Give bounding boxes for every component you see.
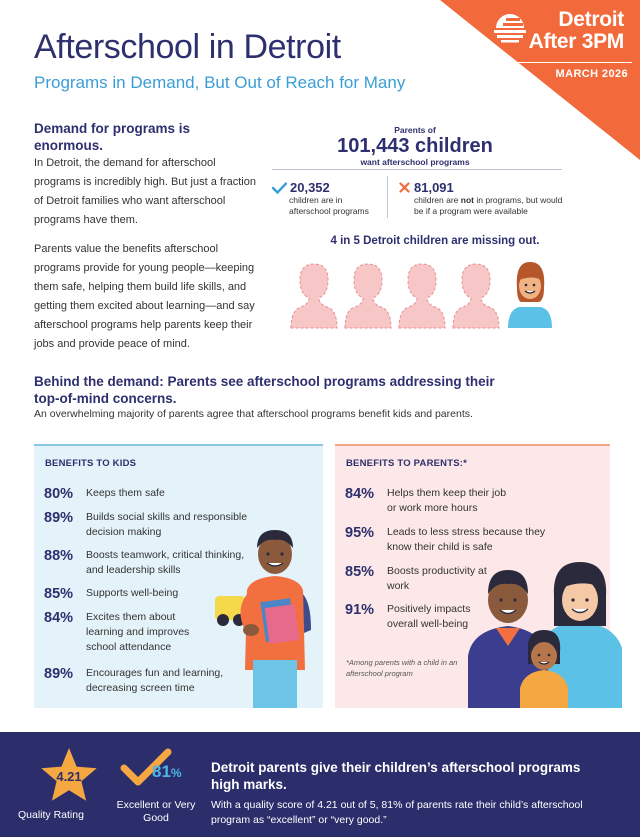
not-in-desc-part-a: children are bbox=[414, 195, 461, 205]
excellent-percent-number: 81 bbox=[152, 762, 171, 781]
demand-paragraph-2: Parents value the benefits afterschool programs provide for young people—keeping them safe, helping them build life skills, and getting them excited about learning—and say afterschool programs help parents keep their jobs and provide peace of mind. bbox=[34, 243, 255, 350]
benefit-text: Boosts productivity at work bbox=[387, 565, 487, 592]
boy-with-books-illustration bbox=[205, 520, 325, 708]
page-subtitle: Programs in Demand, But Out of Reach for Many bbox=[34, 73, 406, 92]
not-in-programs-value: 81,091 bbox=[414, 180, 454, 195]
stat-divider-line bbox=[272, 169, 562, 170]
demand-stat-header bbox=[290, 125, 540, 167]
parents-footnote: *Among parents with a child in an afterschool program bbox=[346, 658, 458, 678]
benefit-percent: 84% bbox=[345, 486, 375, 502]
benefit-percent: 85% bbox=[345, 564, 375, 580]
x-mark-icon bbox=[399, 182, 410, 193]
benefit-percent: 80% bbox=[44, 486, 74, 502]
missing-child-silhouette bbox=[291, 264, 337, 328]
brand-name-line2: After 3PM bbox=[528, 30, 624, 53]
sun-logo-icon bbox=[492, 8, 528, 44]
benefit-percent: 89% bbox=[44, 666, 74, 682]
not-in-desc-part-c: in programs, but would be if a program were available bbox=[414, 195, 563, 216]
brand-divider bbox=[492, 62, 632, 63]
not-in-desc-emphasis: not bbox=[460, 195, 474, 205]
benefit-text: Keeps them safe bbox=[86, 487, 165, 499]
kids-benefit-row bbox=[44, 486, 256, 502]
missing-child-silhouette bbox=[453, 264, 499, 328]
benefit-text: Supports well-being bbox=[86, 587, 179, 599]
parent-benefit-row bbox=[345, 602, 487, 632]
kids-benefits-heading: BENEFITS TO KIDS bbox=[45, 458, 137, 469]
ratings-band bbox=[0, 732, 640, 837]
missing-child-silhouette bbox=[345, 264, 391, 328]
benefit-percent: 89% bbox=[44, 510, 74, 526]
demand-heading: Demand for programs is enormous. bbox=[34, 121, 191, 153]
report-date: MARCH 2026 bbox=[555, 68, 628, 80]
quality-rating-label: Quality Rating bbox=[18, 809, 84, 821]
kids-benefit-row bbox=[44, 586, 206, 602]
not-in-programs-stat bbox=[399, 180, 569, 217]
benefit-text: Helps them keep their job or work more hours bbox=[387, 487, 507, 514]
benefit-percent: 85% bbox=[44, 586, 74, 602]
not-in-programs-desc bbox=[414, 195, 572, 217]
excellent-label: Excellent or Very Good bbox=[116, 799, 196, 824]
parent-benefit-row bbox=[345, 486, 507, 516]
benefit-text: Excites them about learning and improves school attendance bbox=[86, 611, 190, 653]
ratings-heading: Detroit parents give their children’s afterschool programs high marks. bbox=[211, 760, 581, 792]
excellent-percent-sign: % bbox=[170, 766, 182, 780]
want-programs-label: want afterschool programs bbox=[360, 157, 470, 167]
in-programs-stat bbox=[272, 180, 382, 217]
brand-name-line1: Detroit bbox=[558, 8, 624, 31]
parents-benefits-heading: BENEFITS TO PARENTS:* bbox=[346, 458, 468, 469]
ratings-body: With a quality score of 4.21 out of 5, 81% of parents rate their child’s afterschool program as “excellent” or “very good.” bbox=[211, 799, 583, 826]
children-silhouettes-illustration bbox=[287, 258, 557, 330]
checkmark-icon bbox=[272, 182, 287, 194]
benefit-text: Boosts teamwork, critical thinking, and leadership skills bbox=[86, 549, 245, 576]
family-illustration bbox=[468, 556, 628, 708]
benefit-percent: 88% bbox=[44, 548, 74, 564]
demand-paragraph-1: In Detroit, the demand for afterschool programs is incredibly high. But just a fraction of Detroit families who want afterschool programs have them. bbox=[34, 157, 256, 226]
demand-section bbox=[34, 120, 256, 354]
quality-score: 4.21 bbox=[56, 769, 82, 784]
children-total: 101,443 children bbox=[337, 135, 493, 157]
in-programs-desc: children are in afterschool programs bbox=[289, 195, 369, 216]
benefit-text: Encourages fun and learning, decreasing screen time bbox=[86, 667, 224, 694]
benefit-percent: 91% bbox=[345, 602, 375, 618]
missing-child-silhouette bbox=[399, 264, 445, 328]
benefit-percent: 84% bbox=[44, 610, 74, 626]
benefit-percent: 95% bbox=[345, 525, 375, 541]
missing-out-callout: 4 in 5 Detroit children are missing out. bbox=[330, 235, 540, 247]
quality-rating-badge bbox=[38, 745, 100, 807]
parents-of-label: Parents of bbox=[394, 125, 436, 135]
child-in-program-illustration bbox=[508, 262, 552, 328]
concerns-intro: An overwhelming majority of parents agree that afterschool programs benefit kids and parents. bbox=[34, 408, 473, 420]
excellent-percent bbox=[152, 762, 182, 782]
kids-benefit-row bbox=[44, 610, 204, 655]
parent-benefit-row bbox=[345, 525, 552, 555]
stat-column-divider bbox=[387, 176, 388, 218]
in-programs-value: 20,352 bbox=[290, 180, 330, 195]
benefit-text: Leads to less stress because they know their child is safe bbox=[387, 526, 546, 553]
benefit-text: Positively impacts overall well-being bbox=[387, 603, 471, 630]
page-title: Afterschool in Detroit bbox=[34, 28, 341, 66]
concerns-heading: Behind the demand: Parents see afterschool programs addressing their top-of-mind concerns. bbox=[34, 374, 495, 406]
benefit-text: Builds social skills and responsible decision making bbox=[86, 511, 248, 538]
